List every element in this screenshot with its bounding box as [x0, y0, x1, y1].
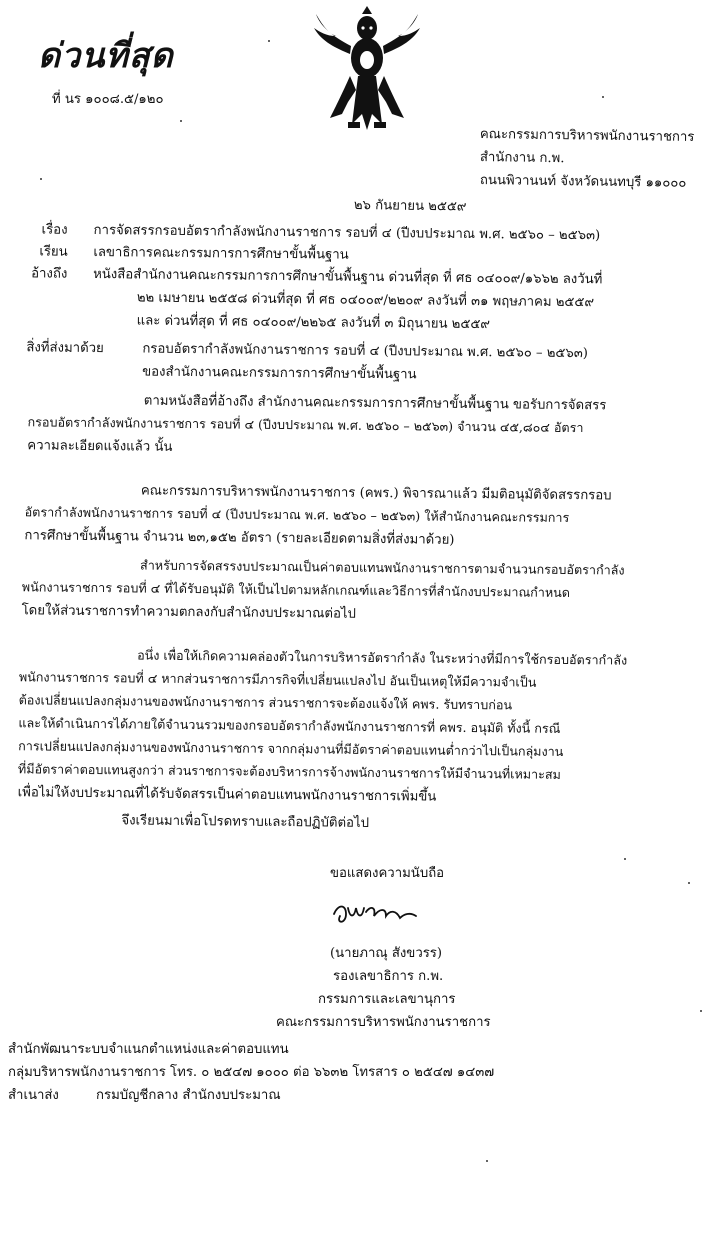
org-name: คณะกรรมการบริหารพนักงานราชการ	[479, 127, 695, 145]
paragraph-2-line-2: อัตรากำลังพนักงานราชการ รอบที่ ๔ (ปีงบประมาณ พ.ศ. ๒๕๖๐ – ๒๕๖๓) ให้สำนักงานคณะกรรมการ	[24, 504, 570, 525]
org-office: สำนักงาน ก.พ.	[479, 150, 565, 167]
footer-contact: กลุ่มบริหารพนักงานราชการ โทร. ๐ ๒๕๔๗ ๑๐๐๐ ต่อ ๖๖๓๒ โทรสาร ๐ ๒๕๔๗ ๑๔๓๗	[8, 1065, 495, 1080]
to-label: เรียน	[39, 244, 68, 260]
signatory-title-2: กรรมการและเลขานุการ	[318, 992, 456, 1007]
reference-label: อ้างถึง	[31, 266, 68, 282]
paragraph-4-line-7: เพื่อไม่ให้งบประมาณที่ได้รับจัดสรรเป็นค่าตอบแทนพนักงานราชการเพิ่มขึ้น	[17, 785, 437, 805]
paragraph-4-line-6: ที่มีอัตราค่าตอบแทนสูงกว่า ส่วนราชการจะต้องบริหารการจ้างพนักงานราชการให้มีจำนวนที่เหมาะสม	[17, 761, 561, 782]
paragraph-2-line-1: คณะกรรมการบริหารพนักงานราชการ (คพร.) พิจารณาแล้ว มีมติอนุมัติจัดสรรกรอบ	[140, 483, 612, 504]
paragraph-3-line-2: พนักงานราชการ รอบที่ ๔ ที่ได้รับอนุมัติ ให้เป็นไปตามหลักเกณฑ์และวิธีการที่สำนักงบประมาณกำหนด	[21, 579, 571, 601]
paragraph-4-line-3: ต้องเปลี่ยนแปลงกลุ่มงานของพนักงานราชการ ส่วนราชการจะต้องแจ้งให้ คพร. รับทราบก่อน	[18, 692, 513, 713]
signatory-title-3: คณะกรรมการบริหารพนักงานราชการ	[276, 1015, 491, 1030]
handwritten-signature	[330, 894, 420, 934]
to-text: เลขาธิการคณะกรรมการการศึกษาขั้นพื้นฐาน	[93, 244, 349, 263]
paragraph-3-line-3: โดยให้ส่วนราชการทำความตกลงกับสำนักงบประมาณต่อไป	[21, 603, 357, 622]
scan-speck	[688, 882, 690, 884]
enclosure-label: สิ่งที่ส่งมาด้วย	[26, 340, 104, 357]
paragraph-3-line-1: สำหรับการจัดสรรงบประมาณเป็นค่าตอบแทนพนักงานราชการตามจำนวนกรอบอัตรากำลัง	[140, 557, 625, 578]
scan-speck	[486, 1160, 488, 1162]
paragraph-4-line-5: การเปลี่ยนแปลงกลุ่มงานของพนักงานราชการ จากกลุ่มงานที่มีอัตราค่าตอบแทนต่ำกว่าไปเป็นกลุ่มงาน	[18, 738, 564, 759]
paragraph-4-line-4: และให้ดำเนินการได้ภายใต้จำนวนรวมของกรอบอัตรากำลังพนักงานราชการที่ คพร. อนุมัติ ทั้งนี้ กรณี	[18, 715, 561, 736]
regards-line: ขอแสดงความนับถือ	[330, 866, 445, 881]
footer-copy-label: สำเนาส่ง	[8, 1088, 59, 1103]
scan-speck	[700, 1010, 702, 1012]
paragraph-2-line-3: การศึกษาขั้นพื้นฐาน จำนวน ๒๓,๑๕๒ อัตรา (รายละเอียดตามสิ่งที่ส่งมาด้วย)	[24, 528, 455, 548]
reference-line-1: หนังสือสำนักงานคณะกรรมการการศึกษาขั้นพื้นฐาน ด่วนที่สุด ที่ ศธ ๐๔๐๐๙/๑๖๖๒ ลงวันที่	[93, 266, 603, 288]
footer-copy-to: กรมบัญชีกลาง สำนักงบประมาณ	[96, 1088, 281, 1103]
paragraph-1-line-3: ความละเอียดแจ้งแล้ว นั้น	[27, 438, 173, 455]
scan-speck	[180, 120, 182, 122]
signatory-name: (นายภาณุ สังขวรร)	[330, 946, 443, 961]
enclosure-line-2: ของสำนักงานคณะกรรมการการศึกษาขั้นพื้นฐาน	[142, 364, 417, 383]
closing-line: จึงเรียนมาเพื่อโปรดทราบและถือปฏิบัติต่อไป	[121, 813, 370, 831]
reference-line-2: ๒๒ เมษายน ๒๕๕๘ ด่วนที่สุด ที่ ศธ ๐๔๐๐๙/๒๒๐๙ ลงวันที่ ๓๑ พฤษภาคม ๒๕๕๙	[136, 290, 595, 311]
signatory-title-1: รองเลขาธิการ ก.พ.	[333, 969, 444, 984]
garuda-emblem-icon	[312, 6, 422, 136]
scan-speck	[40, 178, 42, 180]
org-address: ถนนพิวานนท์ จังหวัดนนทบุรี ๑๑๐๐๐	[479, 173, 687, 191]
footer-unit: สำนักพัฒนาระบบจำแนกตำแหน่งและค่าตอบแทน	[8, 1042, 289, 1057]
letter-date: ๒๖ กันยายน ๒๕๕๙	[353, 198, 467, 215]
urgency-stamp: ด่วนที่สุด	[38, 36, 174, 76]
scan-speck	[268, 40, 270, 42]
paragraph-1-line-1: ตามหนังสือที่อ้างถึง สำนักงานคณะกรรมการการศึกษาขั้นพื้นฐาน ขอรับการจัดสรร	[143, 393, 607, 414]
scan-speck	[602, 96, 604, 98]
paragraph-1-line-2: กรอบอัตรากำลังพนักงานราชการ รอบที่ ๔ (ปีงบประมาณ พ.ศ. ๒๕๖๐ – ๒๕๖๓) จำนวน ๔๕,๘๐๔ อัตรา	[27, 414, 584, 436]
document-number: ที่ นร ๑๐๐๘.๕/๑๒๐	[52, 92, 164, 107]
paragraph-4-line-2: พนักงานราชการ รอบที่ ๔ หากส่วนราชการมีภารกิจที่เปลี่ยนแปลงไป อันเป็นเหตุให้มีความจำเป็น	[18, 669, 537, 690]
reference-line-3: และ ด่วนที่สุด ที่ ศธ ๐๔๐๐๙/๒๒๖๕ ลงวันที่ ๓ มิถุนายน ๒๕๕๙	[136, 313, 491, 333]
subject-text: การจัดสรรกรอบอัตรากำลังพนักงานราชการ รอบที่ ๔ (ปีงบประมาณ พ.ศ. ๒๕๖๐ – ๒๕๖๓)	[93, 222, 601, 244]
enclosure-line-1: กรอบอัตรากำลังพนักงานราชการ รอบที่ ๔ (ปีงบประมาณ พ.ศ. ๒๕๖๐ – ๒๕๖๓)	[142, 341, 589, 362]
scan-speck	[624, 858, 626, 860]
paragraph-4-line-1: อนึ่ง เพื่อให้เกิดความคล่องตัวในการบริหารอัตรากำลัง ในระหว่างที่มีการใช้กรอบอัตรากำลัง	[137, 647, 628, 668]
subject-label: เรื่อง	[41, 222, 68, 238]
